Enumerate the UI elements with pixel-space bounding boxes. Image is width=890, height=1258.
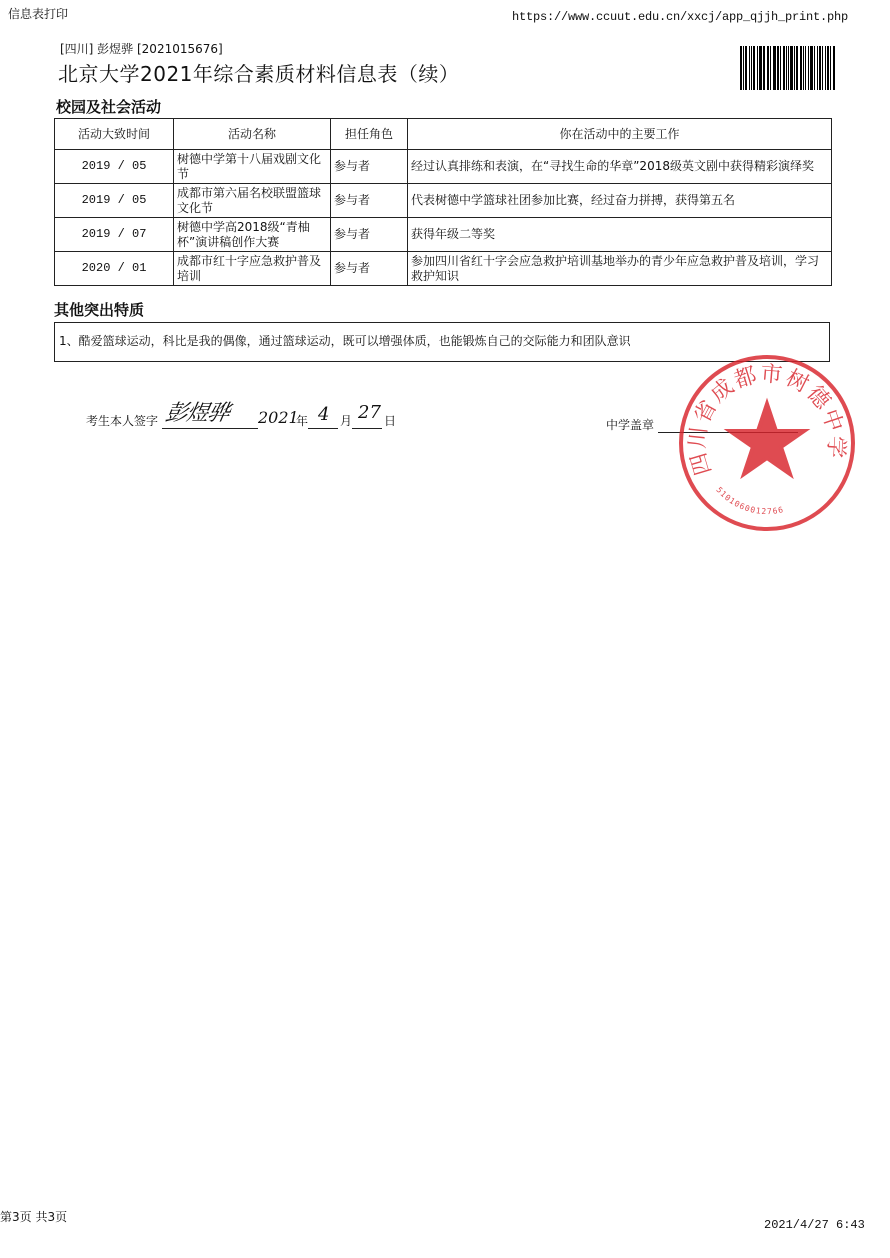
activity-date: 2020 / 01 [55,252,174,286]
seal-number: 5101060012766 [714,485,785,517]
barcode-bar [819,46,821,90]
barcode-bar [745,46,748,90]
column-header-work: 你在活动中的主要工作 [408,119,832,150]
activity-role: 参与者 [331,150,408,184]
barcode-bar [783,46,785,90]
seal-text: 四川省成都市树德中学 [685,361,849,478]
barcode-bar [814,46,815,90]
barcode-bar [751,46,752,90]
table-row [55,252,832,286]
activity-date: 2019 / 05 [55,150,174,184]
activity-role: 参与者 [331,252,408,286]
activity-work: 经过认真排练和表演，在“寻找生命的华章”2018级英文剧中获得精彩演绎奖 [408,150,832,184]
other-traits-heading: 其他突出特质 [54,301,145,319]
print-timestamp: 2021/4/27 6:43 [764,1218,865,1232]
barcode-bar [749,46,750,90]
activity-date: 2019 / 05 [55,184,174,218]
activity-role: 参与者 [331,218,408,252]
barcode-bar [808,46,810,90]
barcode-bar [817,46,818,90]
barcode-bar [830,46,831,90]
signature-underline [162,428,258,429]
column-header-role: 担任角色 [331,119,408,150]
barcode-bar [796,46,798,90]
school-stamp-label: 中学盖章 [606,418,655,432]
activity-name: 成都市第六届名校联盟篮球文化节 [174,184,331,218]
barcode-bar [827,46,830,90]
barcode-bar [768,46,769,90]
seal-star-icon [730,404,804,474]
barcode-bar [740,46,742,90]
barcode-bar [790,46,793,90]
other-traits-text: 1、酷爱篮球运动，科比是我的偶像，通过篮球运动，既可以增强体质，也能锻炼自己的交际能力和团队意识 [54,322,830,362]
barcode-bar [763,46,765,90]
activity-work: 获得年级二等奖 [408,218,832,252]
day-underline [352,428,382,429]
page-number: 第3页 共3页 [0,1210,68,1224]
candidate-info: [四川] 彭煜骅 [2021015676] [60,42,223,56]
table-row [55,218,832,252]
barcode-bar [759,46,762,90]
barcode-bar [786,46,787,90]
barcode-bar [770,46,771,90]
signature-label: 考生本人签字 [86,414,159,428]
barcode-bar [822,46,823,90]
sign-year: 2021 [258,408,299,427]
barcode-bar [794,46,795,90]
barcode [740,46,836,90]
barcode-bar [777,46,779,90]
activity-role: 参与者 [331,184,408,218]
barcode-bar [825,46,826,90]
activity-name: 树德中学第十八届戏剧文化节 [174,150,331,184]
activity-work: 代表树德中学篮球社团参加比赛，经过奋力拼搏，获得第五名 [408,184,832,218]
sign-month: 4 [318,404,330,425]
barcode-bar [757,46,758,90]
print-header-title: 信息表打印 [8,7,69,21]
table-row [55,150,832,184]
barcode-bar [810,46,813,90]
table-row [55,184,832,218]
column-header-name: 活动名称 [174,119,331,150]
activities-heading: 校园及社会活动 [56,98,162,116]
table-header-row [55,119,832,150]
activity-name: 树德中学高2018级“青柚杯”演讲稿创作大赛 [174,218,331,252]
day-label: 日 [384,414,397,428]
barcode-bar [743,46,744,90]
activity-work: 参加四川省红十字会应急救护培训基地举办的青少年应急救护普及培训，学习救护知识 [408,252,832,286]
barcode-bar [803,46,804,90]
activity-date: 2019 / 07 [55,218,174,252]
column-header-date: 活动大致时间 [55,119,174,150]
barcode-bar [788,46,789,90]
barcode-bar [767,46,768,90]
print-url: https://www.ccuut.edu.cn/xxcj/app_qjjh_print.php [512,10,849,24]
month-underline [308,428,338,429]
barcode-bar [800,46,802,90]
month-label: 月 [340,414,353,428]
barcode-bar [833,46,835,90]
barcode-bar [773,46,776,90]
barcode-bar [780,46,781,90]
school-seal-stamp [676,352,858,534]
barcode-bar [753,46,755,90]
activities-table [54,118,832,286]
year-label: 年 [296,414,309,428]
activity-name: 成都市红十字应急救护普及培训 [174,252,331,286]
handwritten-signature: 彭煜骅 [163,401,231,426]
sign-day: 27 [358,402,381,423]
form-title: 北京大学2021年综合素质材料信息表（续） [58,62,460,86]
barcode-bar [805,46,806,90]
